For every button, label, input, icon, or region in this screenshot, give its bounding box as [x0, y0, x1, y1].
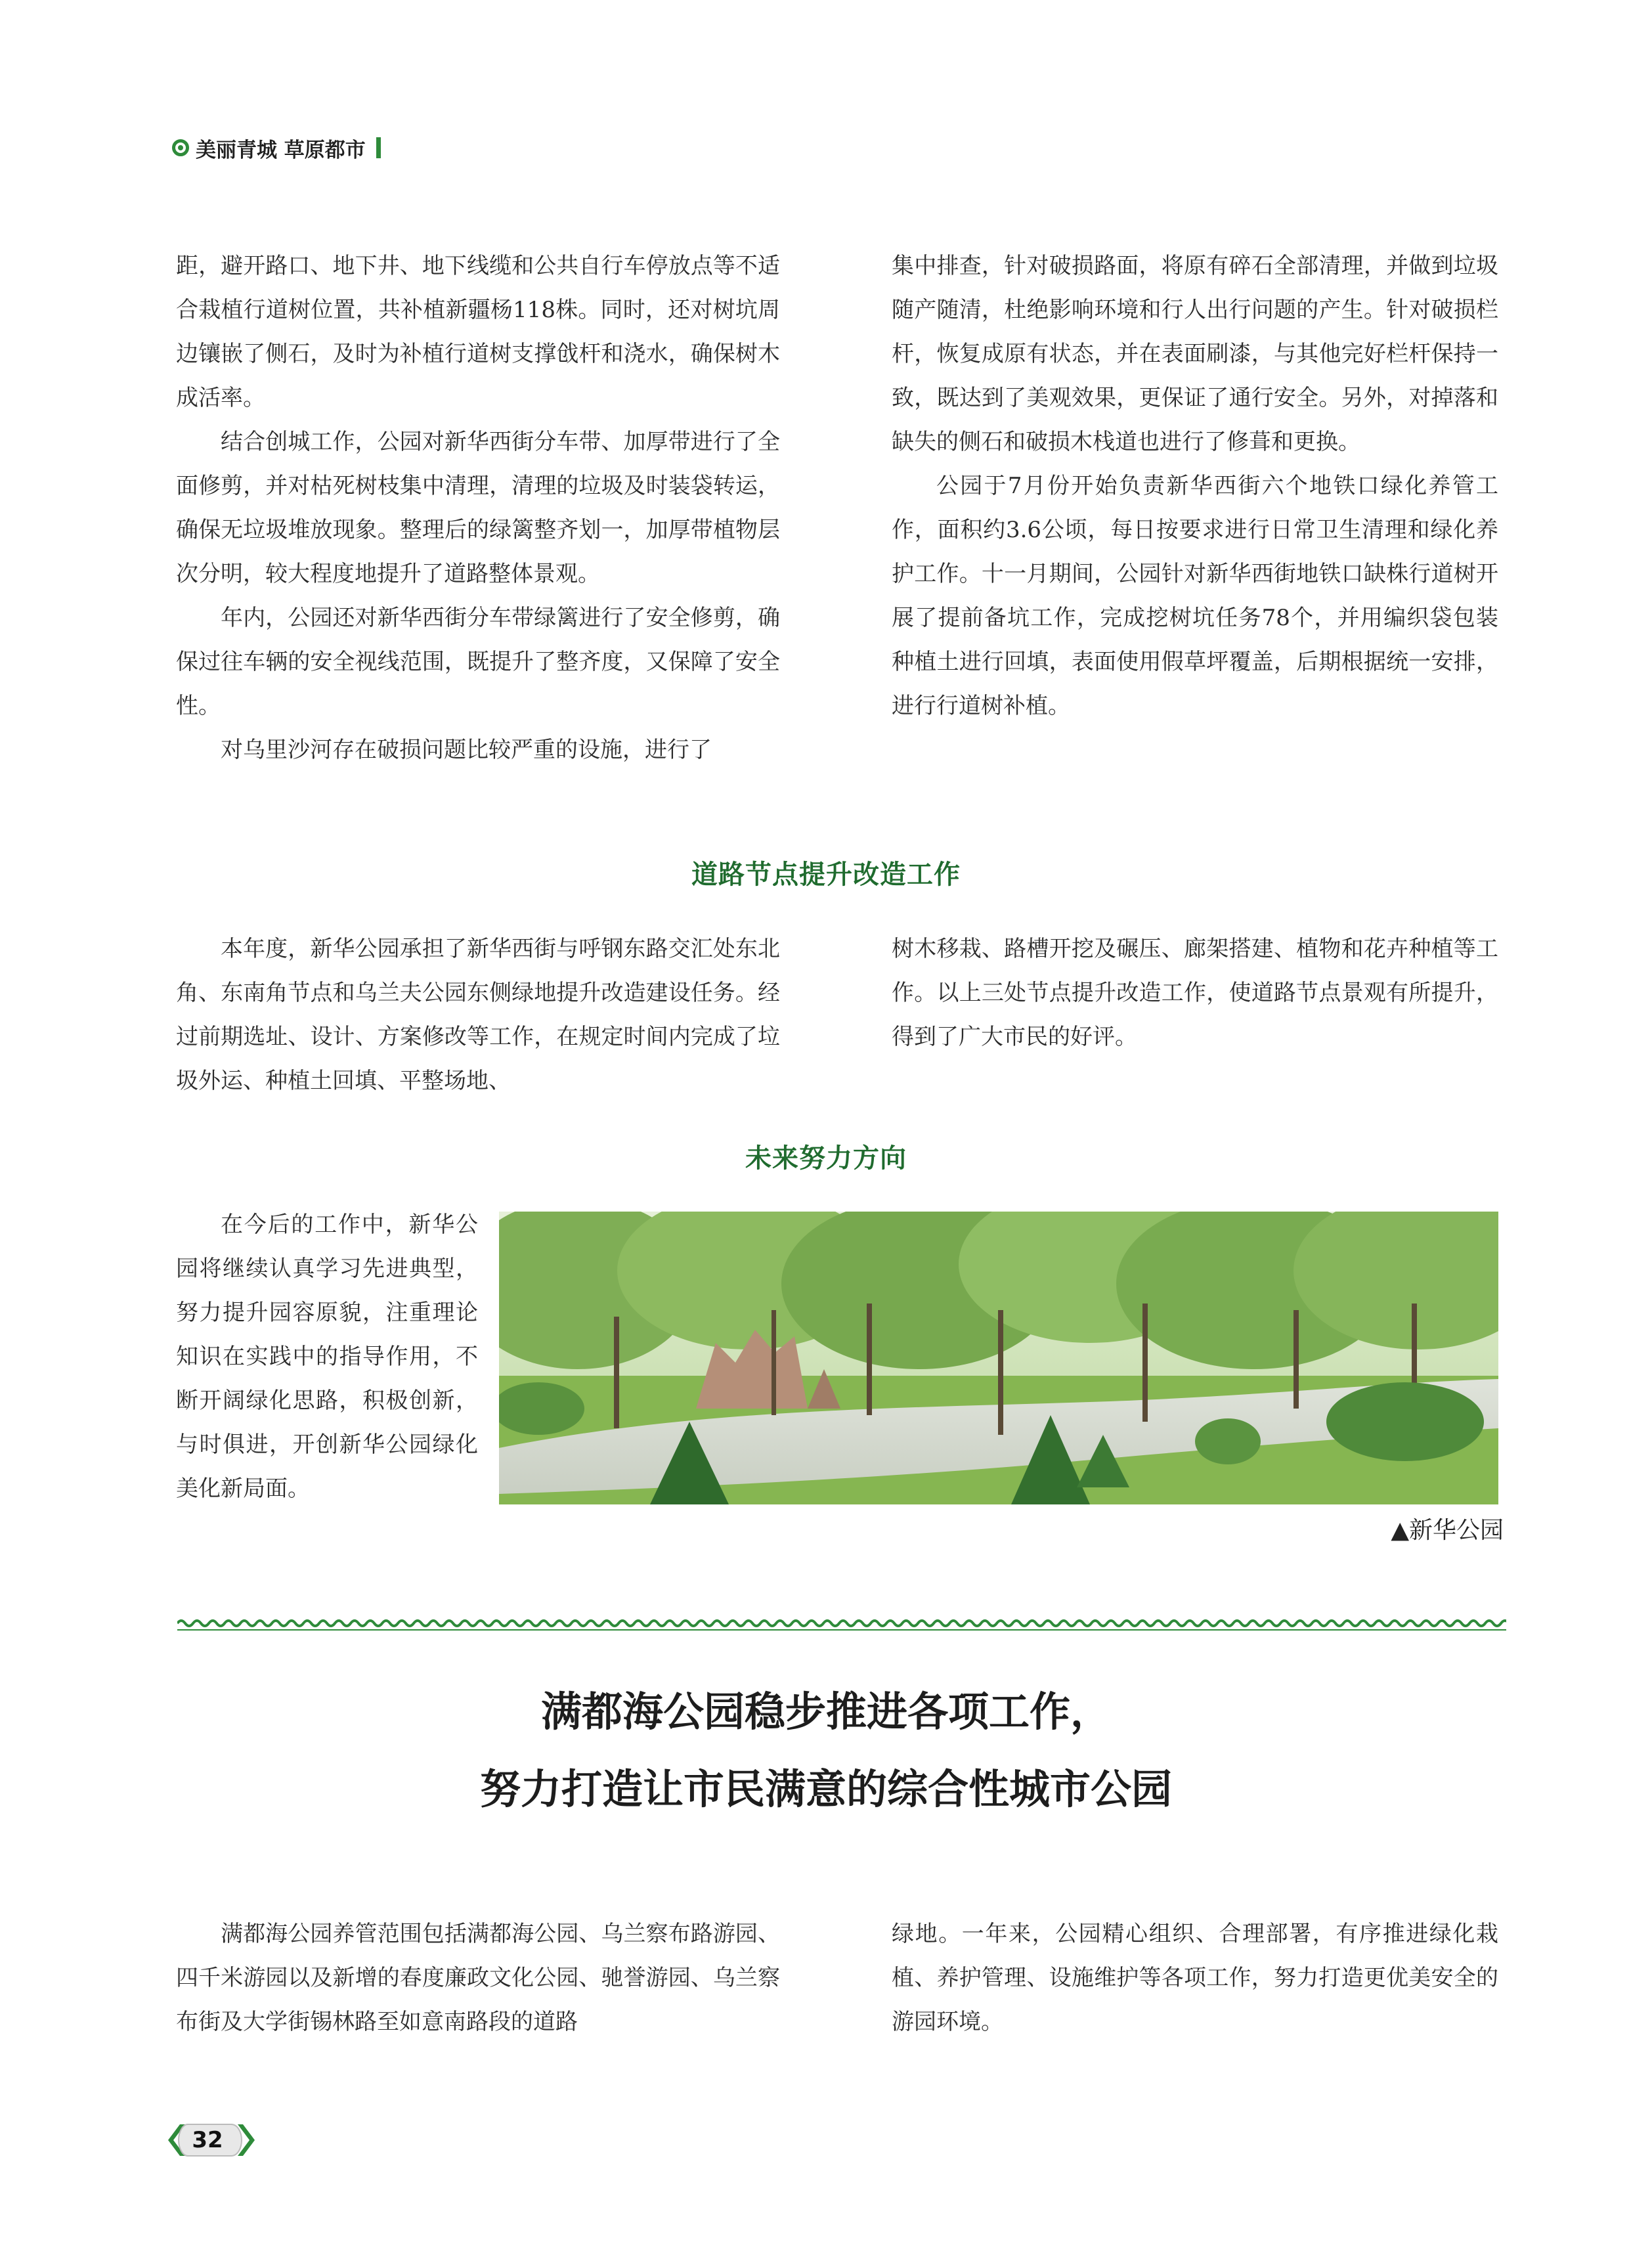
section-heading-road-nodes: 道路节点提升改造工作 [691, 860, 961, 890]
paragraph: 树木移栽、路槽开挖及碾压、廊架搭建、植物和花卉种植等工作。以上三处节点提升改造工作，使道路节点景观有所提升，得到了广大市民的好评。 [892, 936, 1498, 1050]
section2-left-column [176, 927, 780, 1103]
section-heading-future: 未来努力方向 [745, 1143, 907, 1173]
paragraph: 本年度，新华公园承担了新华西街与呼钢东路交汇处东北角、东南角节点和乌兰夫公园东侧绿地提升改造建设任务。经过前期选址、设计、方案修改等工作，在规定时间内完成了垃圾外运、种植土回填、平整场地、 [176, 936, 780, 1094]
paragraph: 在今后的工作中，新华公园将继续认真学习先进典型，努力提升园容原貌，注重理论知识在实践中的指导作用，不断开阔绿化思路，积极创新，与时俱进，开创新华公园绿化美化新局面。 [176, 1212, 478, 1502]
paragraph: 绿地。一年来，公园精心组织、合理部署，有序推进绿化栽植、养护管理、设施维护等各项工作，努力打造更优美安全的游园环境。 [892, 1921, 1498, 2035]
section2-right-column [892, 927, 1498, 1059]
section3-text-column [176, 1203, 478, 1511]
paragraph: 距，避开路口、地下井、地下线缆和公共自行车停放点等不适合栽植行道树位置，共补植新疆杨118株。同时，还对树坑周边镶嵌了侧石，及时为补植行道树支撑戗杆和浇水，确保树木成活率。 [176, 253, 780, 411]
article2-right-column [892, 1912, 1498, 2044]
paragraph: 年内，公园还对新华西街分车带绿篱进行了安全修剪，确保过往车辆的安全视线范围，既提升了整齐度，又保障了安全性。 [176, 605, 780, 719]
header-title: 美丽青城 草原都市 [196, 138, 366, 162]
section1-right-column [892, 244, 1498, 728]
section1-left-column [176, 244, 780, 772]
park-photo [499, 1212, 1498, 1504]
article-title-line-1: 满都海公园稳步推进各项工作， [540, 1688, 1111, 1736]
page-number: 32 [192, 2127, 223, 2153]
photo-caption: ▲新华公园 [1391, 1517, 1504, 1544]
paragraph: 对乌里沙河存在破损问题比较严重的设施，进行了 [221, 737, 712, 763]
paragraph: 公园于7月份开始负责新华西街六个地铁口绿化养管工作，面积约3.6公顷，每日按要求进行日常卫生清理和绿化养护工作。十一月期间，公园针对新华西街地铁口缺株行道树开展了提前备坑工作，完成挖树坑任务78个，并用编织袋包装种植土进行回填，表面使用假草坪覆盖，后期根据统一安排，进行行道树补植。 [892, 473, 1498, 719]
wavy-divider [177, 1617, 1506, 1632]
paragraph: 集中排查，针对破损路面，将原有碎石全部清理，并做到垃圾随产随清，杜绝影响环境和行人出行问题的产生。针对破损栏杆，恢复成原有状态，并在表面刷漆，与其他完好栏杆保持一致，既达到了美观效果，更保证了通行安全。另外，对掉落和缺失的侧石和破损木栈道也进行了修葺和更换。 [892, 253, 1498, 455]
header-bar-mark [376, 137, 381, 158]
park-photo-illustration [499, 1212, 1498, 1504]
page-number-badge [172, 2121, 271, 2159]
ring-icon [172, 139, 189, 156]
running-header [172, 133, 381, 163]
paragraph: 满都海公园养管范围包括满都海公园、乌兰察布路游园、四千米游园以及新增的春度廉政文化公园、驰誉游园、乌兰察布街及大学街锡林路至如意南路段的道路 [176, 1921, 780, 2035]
paragraph: 结合创城工作，公园对新华西街分车带、加厚带进行了全面修剪，并对枯死树枝集中清理，清理的垃圾及时装袋转运，确保无垃圾堆放现象。整理后的绿篱整齐划一，加厚带植物层次分明，较大程度地提升了道路整体景观。 [176, 429, 780, 587]
article2-left-column [176, 1912, 780, 2044]
chevron-badge-icon [172, 2122, 243, 2158]
article-title-line-2: 努力打造让市民满意的综合性城市公园 [479, 1765, 1172, 1813]
